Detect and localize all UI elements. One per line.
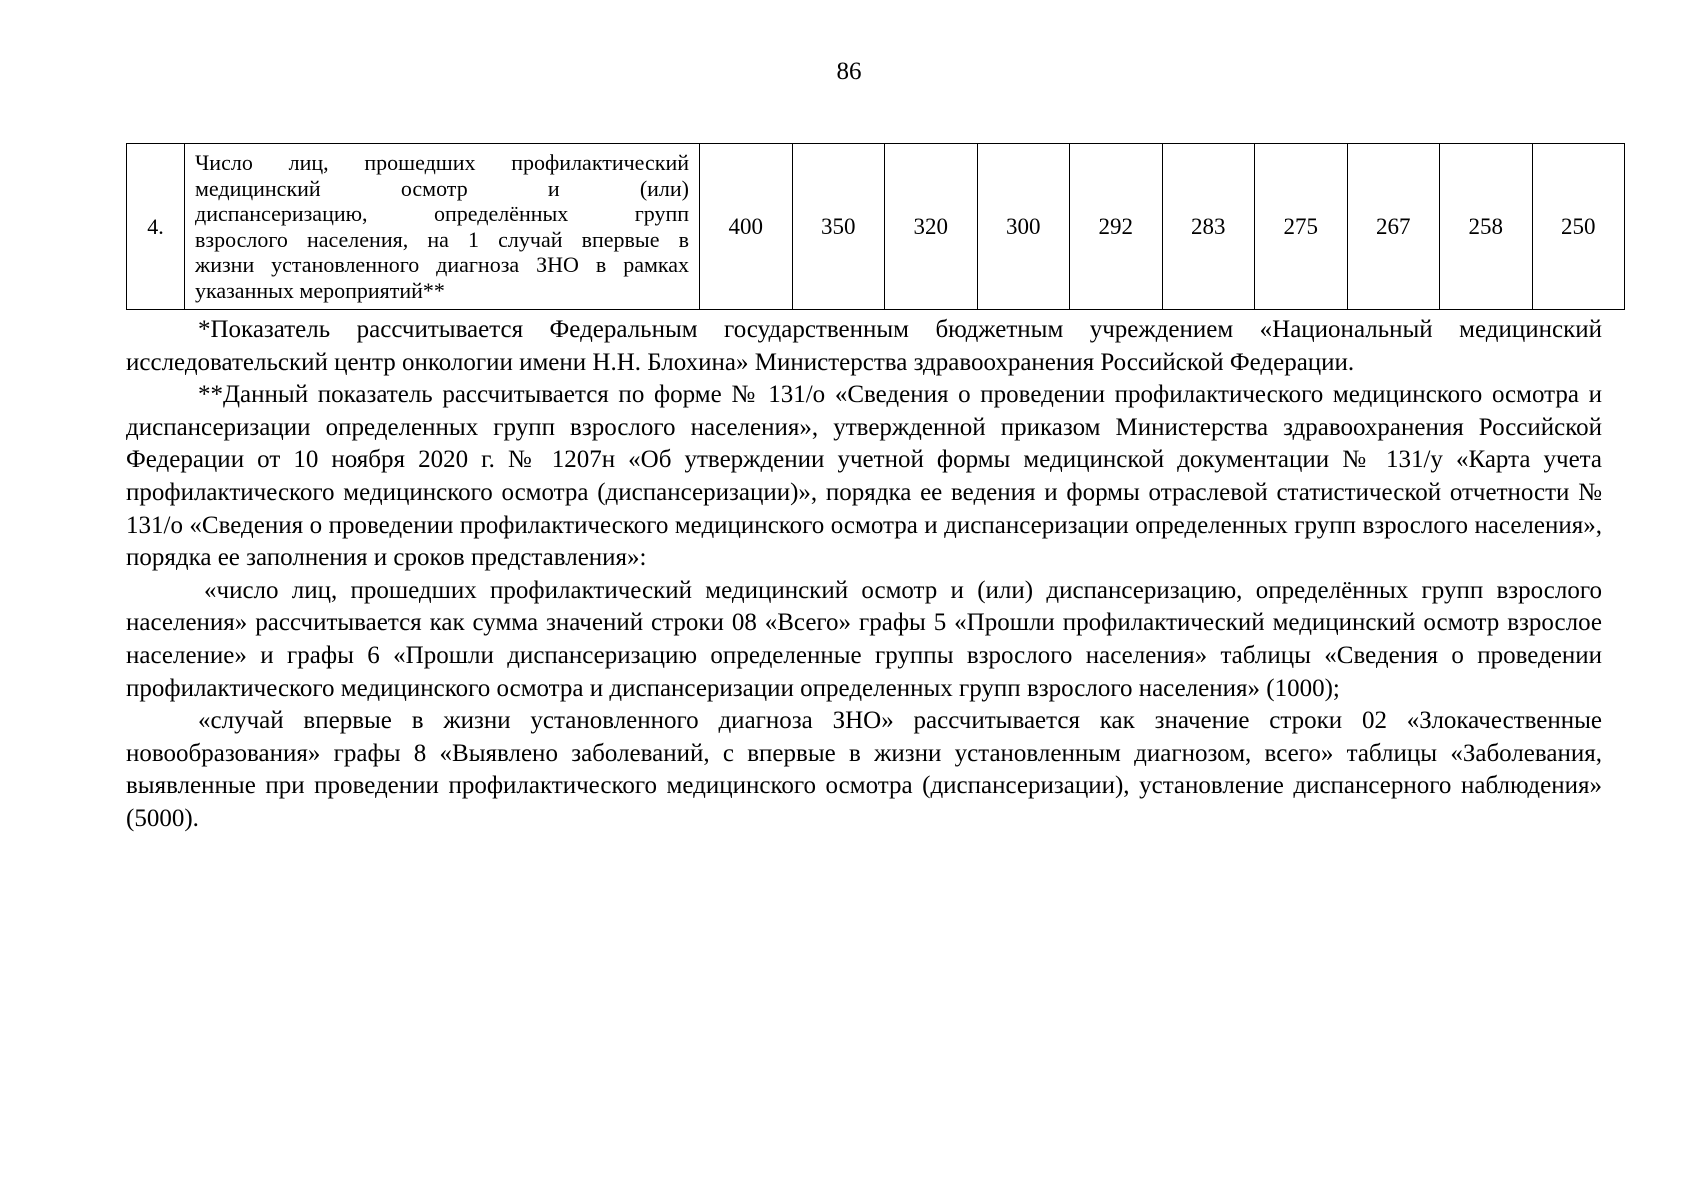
footnotes: [126, 314, 1602, 836]
value-cell: 283: [1162, 144, 1255, 310]
description-line: указанных мероприятий**: [195, 277, 445, 303]
value-cell: 292: [1070, 144, 1163, 310]
indicator-description: [185, 144, 700, 310]
value-cell: 400: [700, 144, 793, 310]
description-line: взрослого населения, на 1 случай впервые в: [195, 226, 689, 252]
footnote-double-asterisk: **Данный показатель рассчитывается по форме № 131/о «Сведения о проведении профилактического медицинского осмотра и диспансеризации определенных групп взрослого населения», утвержденной приказом Министерства здравоохранения Российской Федерации от 10 ноября 2020 г. № 1207н «Об утверждении учетной формы медицинской документации № 131/у «Карта учета профилактического медицинского осмотра (диспансеризации)», порядка ее ведения и формы отраслевой статистической отчетности № 131/о «Сведения о проведении профилактического медицинского осмотра и диспансеризации определенных групп взрослого населения», порядка ее заполнения и сроков представления»:: [126, 381, 1602, 572]
table-row: [127, 144, 1625, 310]
description-line: Число лиц, прошедших профилактический: [195, 150, 689, 175]
description-line: медицинский осмотр и (или): [195, 175, 689, 201]
description-line: диспансеризацию, определённых групп: [195, 201, 689, 226]
value-cell: 267: [1347, 144, 1440, 310]
value-cell: 250: [1532, 144, 1625, 310]
footnote-numerator-definition: «число лиц, прошедших профилактический медицинский осмотр и (или) диспансеризацию, определённых групп взрослого населения» рассчитывается как сумма значений строки 08 «Всего» графы 5 «Прошли профилактический медицинский осмотр взрослое население» и графы 6 «Прошли диспансеризацию определенные группы взрослого населения» таблицы «Сведения о проведении профилактического медицинского осмотра и диспансеризации определенных групп взрослого населения» (1000);: [126, 576, 1602, 702]
row-index: 4.: [127, 144, 185, 310]
indicator-table: [126, 143, 1625, 310]
footnote-denominator-definition: «случай впервые в жизни установленного диагноза ЗНО» рассчитывается как значение строки 02 «Злокачественные новообразования» графы 8 «Выявлено заболеваний, с впервые в жизни установленным диагнозом, всего» таблицы «Заболевания, выявленные при проведении профилактического медицинского осмотра (диспансеризации), установление диспансерного наблюдения» (5000).: [126, 707, 1602, 832]
value-cell: 258: [1440, 144, 1533, 310]
description-line: жизни установленного диагноза ЗНО в рамках: [195, 252, 689, 277]
value-cell: 320: [885, 144, 978, 310]
value-cell: 300: [977, 144, 1070, 310]
footnote-single-asterisk: *Показатель рассчитывается Федеральным государственным бюджетным учреждением «Национальный медицинский исследовательский центр онкологии имени Н.Н. Блохина» Министерства здравоохранения Российской Федерации.: [126, 316, 1602, 376]
value-cell: 350: [792, 144, 885, 310]
value-cell: 275: [1255, 144, 1348, 310]
page-number: 86: [836, 58, 862, 85]
